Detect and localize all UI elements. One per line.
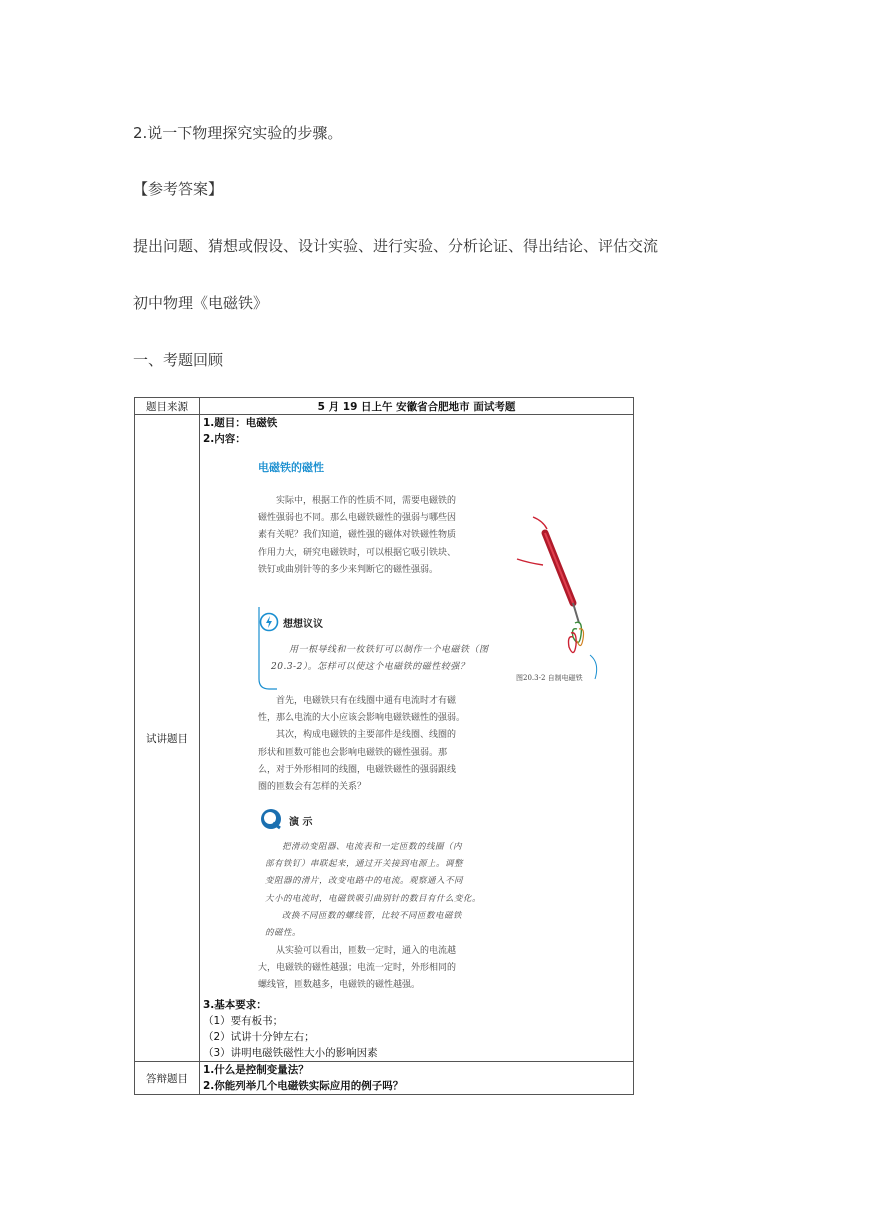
topic-line: 1.题目：电磁铁 [203,417,278,429]
lightning-icon [259,612,279,632]
electromagnet-figure [515,515,605,665]
defense-question: 1.什么是控制变量法？ [203,1064,309,1076]
source-value: 5 月 19 日上午 安徽省合肥地市 面试考题 [200,398,634,415]
source-label: 题目来源 [135,398,200,415]
requirement-item: （3）讲明电磁铁磁性大小的影响因素 [203,1047,378,1059]
think-heading: 想想议议 [283,619,323,630]
figure-caption: 图20.3-2 自制电磁铁 [516,674,583,682]
answer-heading: 【参考答案】 [133,180,224,198]
conclusion-paragraph: 从实验可以看出，匝数一定时，通入的电流越 大，电磁铁的磁性越强；电流一定时，外形相同的 螺线管，匝数越多，电磁铁的磁性越强。 [258,946,457,991]
exam-table [134,397,634,1095]
section-title: 一、考题回顾 [133,351,224,369]
lecture-row [135,415,634,1062]
think-text: 用一根导线和一枚铁钉可以制作一个电磁铁（图 20.3-2）。怎样可以使这个电磁铁的磁性较强？ [271,645,489,673]
requirement-item: （1）要有板书； [203,1015,284,1027]
question-text: 2.说一下物理探究实验的步骤。 [133,124,343,142]
defense-content [200,1062,634,1095]
answer-text: 提出问题、猜想或假设、设计实验、进行实验、分析论证、得出结论、评估交流 [133,237,659,255]
lecture-content [200,415,634,1062]
defense-row [135,1062,634,1095]
defense-question: 2.你能列举几个电磁铁实际应用的例子吗？ [203,1080,404,1092]
textbook-excerpt [203,447,633,997]
lesson-title: 初中物理《电磁铁》 [133,294,269,312]
defense-label: 答辩题目 [135,1062,200,1095]
table-header-row [135,398,634,415]
lecture-label: 试讲题目 [135,415,200,1062]
demo-heading: 演 示 [289,817,313,828]
requirement-item: （2）试讲十分钟左右； [203,1031,315,1043]
textbook-title: 电磁铁的磁性 [258,461,324,474]
requirements-label: 3.基本要求： [203,999,267,1011]
demo-icon [259,807,283,831]
intro-paragraph: 实际中，根据工作的性质不同，需要电磁铁的 磁性强弱也不同。那么电磁铁磁性的强弱与哪些因 素有关呢？我们知道，磁性强的磁体对铁磁性物质 作用力大，研究电磁铁时，可以根据它吸引铁块、 铁钉或曲别针等的多少来判断它的磁性强弱。 [258,496,457,575]
content-label: 2.内容： [203,433,246,445]
demo-text: 把滑动变阻器、电流表和一定匝数的线圈（内 部有铁钉）串联起来，通过开关接到电源上。调整 变阻器的滑片，改变电路中的电流。观察通入不同 大小的电流时，电磁铁吸引曲别针的数目有什么变化。 改换不同匝数的螺线管，比较不同匝数电磁铁 的磁性。 [265,842,482,939]
analysis-paragraph: 首先，电磁铁只有在线圈中通有电流时才有磁 性，那么电流的大小应该会影响电磁铁磁性的强弱。 其次，构成电磁铁的主要部件是线圈、线圈的 形状和匝数可能也会影响电磁铁的磁性强弱。那 么，对于外形相同的线圈，电磁铁磁性的强弱跟线 圈的匝数会有怎样的关系？ [258,696,466,793]
